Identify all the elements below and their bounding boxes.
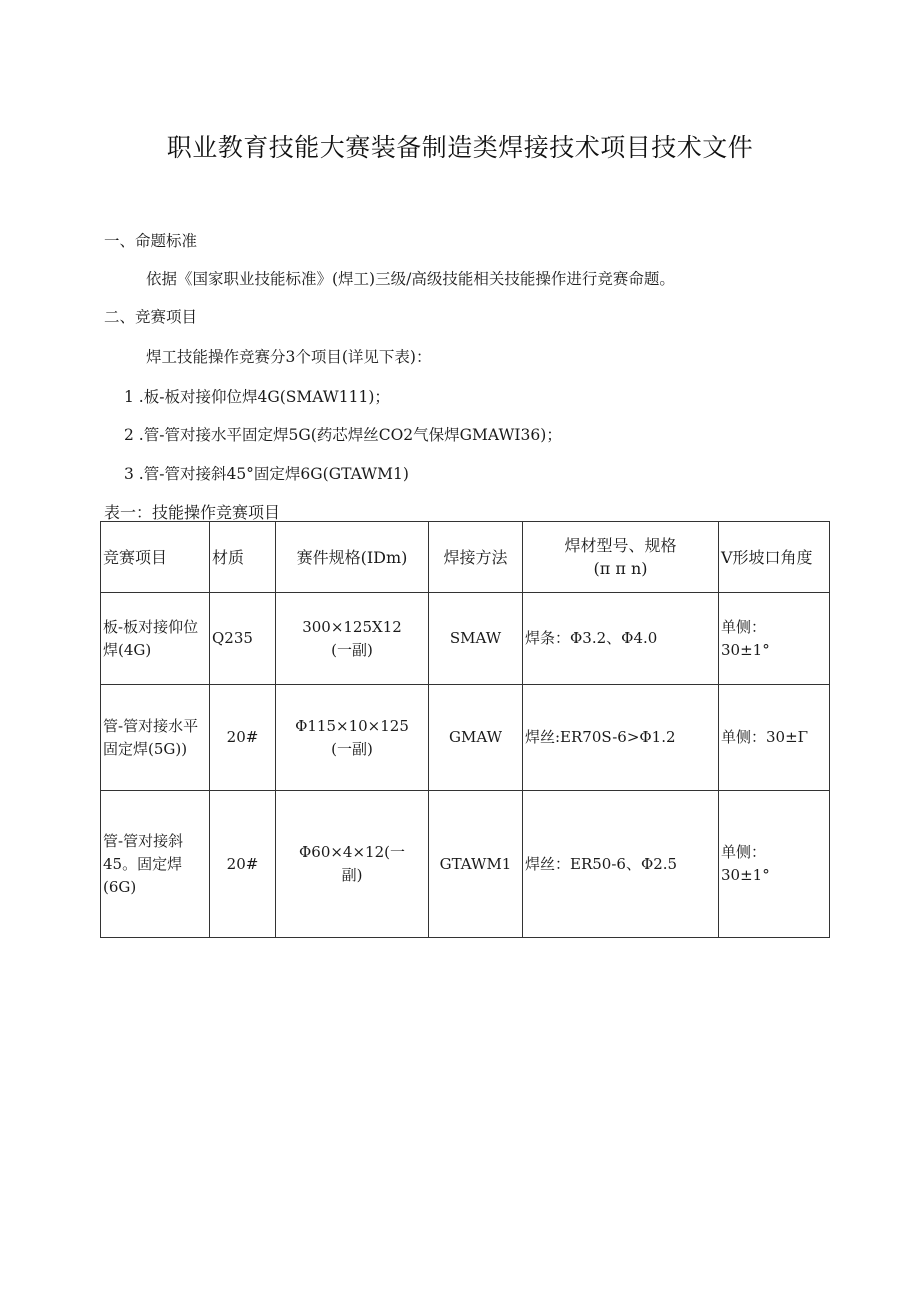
cell-project: 管-管对接斜45。固定焊(6G) bbox=[101, 791, 210, 938]
cell-spec bbox=[276, 685, 429, 791]
cell-groove bbox=[719, 685, 830, 791]
cell-groove-line1: 单侧： bbox=[721, 617, 767, 636]
section-2-intro: 焊工技能操作竞赛分3个项目(详见下表)： bbox=[146, 348, 432, 366]
section-1-text: 依据《国家职业技能标准》(焊工)三级/高级技能相关技能操作进行竞赛命题。 bbox=[146, 270, 675, 288]
header-filler-line2: (π π n) bbox=[593, 559, 648, 578]
cell-method: GTAWM1 bbox=[429, 791, 523, 938]
cell-spec bbox=[276, 593, 429, 685]
table-row bbox=[101, 593, 830, 685]
cell-filler: 焊条：Φ3.2、Φ4.0 bbox=[523, 593, 719, 685]
cell-spec-line1: 300×125X12 bbox=[302, 617, 402, 636]
section-2-heading: 二、竞赛项目 bbox=[104, 308, 198, 326]
cell-material: 20# bbox=[210, 791, 276, 938]
cell-material: 20# bbox=[210, 685, 276, 791]
header-filler-line1: 焊材型号、规格 bbox=[564, 536, 677, 555]
cell-filler: 焊丝：ER50-6、Φ2.5 bbox=[523, 791, 719, 938]
table-row bbox=[101, 685, 830, 791]
cell-groove-line1: 单侧： bbox=[721, 843, 767, 861]
list-item: 1 .板-板对接仰位焊4G(SMAW111)； bbox=[124, 388, 390, 406]
competition-table bbox=[100, 521, 830, 938]
header-filler bbox=[523, 522, 719, 593]
table-row bbox=[101, 791, 830, 938]
header-material: 材质 bbox=[210, 522, 276, 593]
cell-filler: 焊丝:ER70S-6>Φ1.2 bbox=[523, 685, 719, 791]
page-title: 职业教育技能大赛装备制造类焊接技术项目技术文件 bbox=[166, 133, 754, 162]
header-spec: 赛件规格(IDm) bbox=[276, 522, 429, 593]
list-item: 3 .管-管对接斜45°固定焊6G(GTAWM1) bbox=[124, 465, 409, 483]
table-caption: 表一：技能操作竞赛项目 bbox=[104, 503, 281, 522]
list-item: 2 .管-管对接水平固定焊5G(药芯焊丝CO2气保焊GMAWI36)； bbox=[124, 426, 562, 444]
section-1-heading: 一、命题标准 bbox=[104, 232, 198, 250]
cell-project: 板-板对接仰位焊(4G) bbox=[101, 593, 210, 685]
table-header-row bbox=[101, 522, 830, 593]
cell-groove-line2: 30±1° bbox=[721, 640, 770, 659]
cell-groove bbox=[719, 593, 830, 685]
cell-method: GMAW bbox=[429, 685, 523, 791]
cell-groove-line2: 30±1° bbox=[721, 866, 770, 884]
cell-material: Q235 bbox=[210, 593, 276, 685]
cell-groove-line1: 单侧：30±Γ bbox=[721, 728, 809, 746]
cell-spec-line2: (一副) bbox=[331, 739, 373, 758]
cell-spec-line1: Φ115×10×125 bbox=[295, 716, 409, 735]
header-method: 焊接方法 bbox=[429, 522, 523, 593]
header-groove: V形坡口角度 bbox=[719, 522, 830, 593]
cell-spec bbox=[276, 791, 429, 938]
cell-spec-line2: (一副) bbox=[331, 640, 373, 659]
cell-groove bbox=[719, 791, 830, 938]
header-project: 竞赛项目 bbox=[101, 522, 210, 593]
cell-method: SMAW bbox=[429, 593, 523, 685]
cell-spec-line2: 副) bbox=[341, 866, 363, 884]
cell-project: 管-管对接水平固定焊(5G)) bbox=[101, 685, 210, 791]
cell-spec-line1: Φ60×4×12(一 bbox=[298, 843, 405, 861]
